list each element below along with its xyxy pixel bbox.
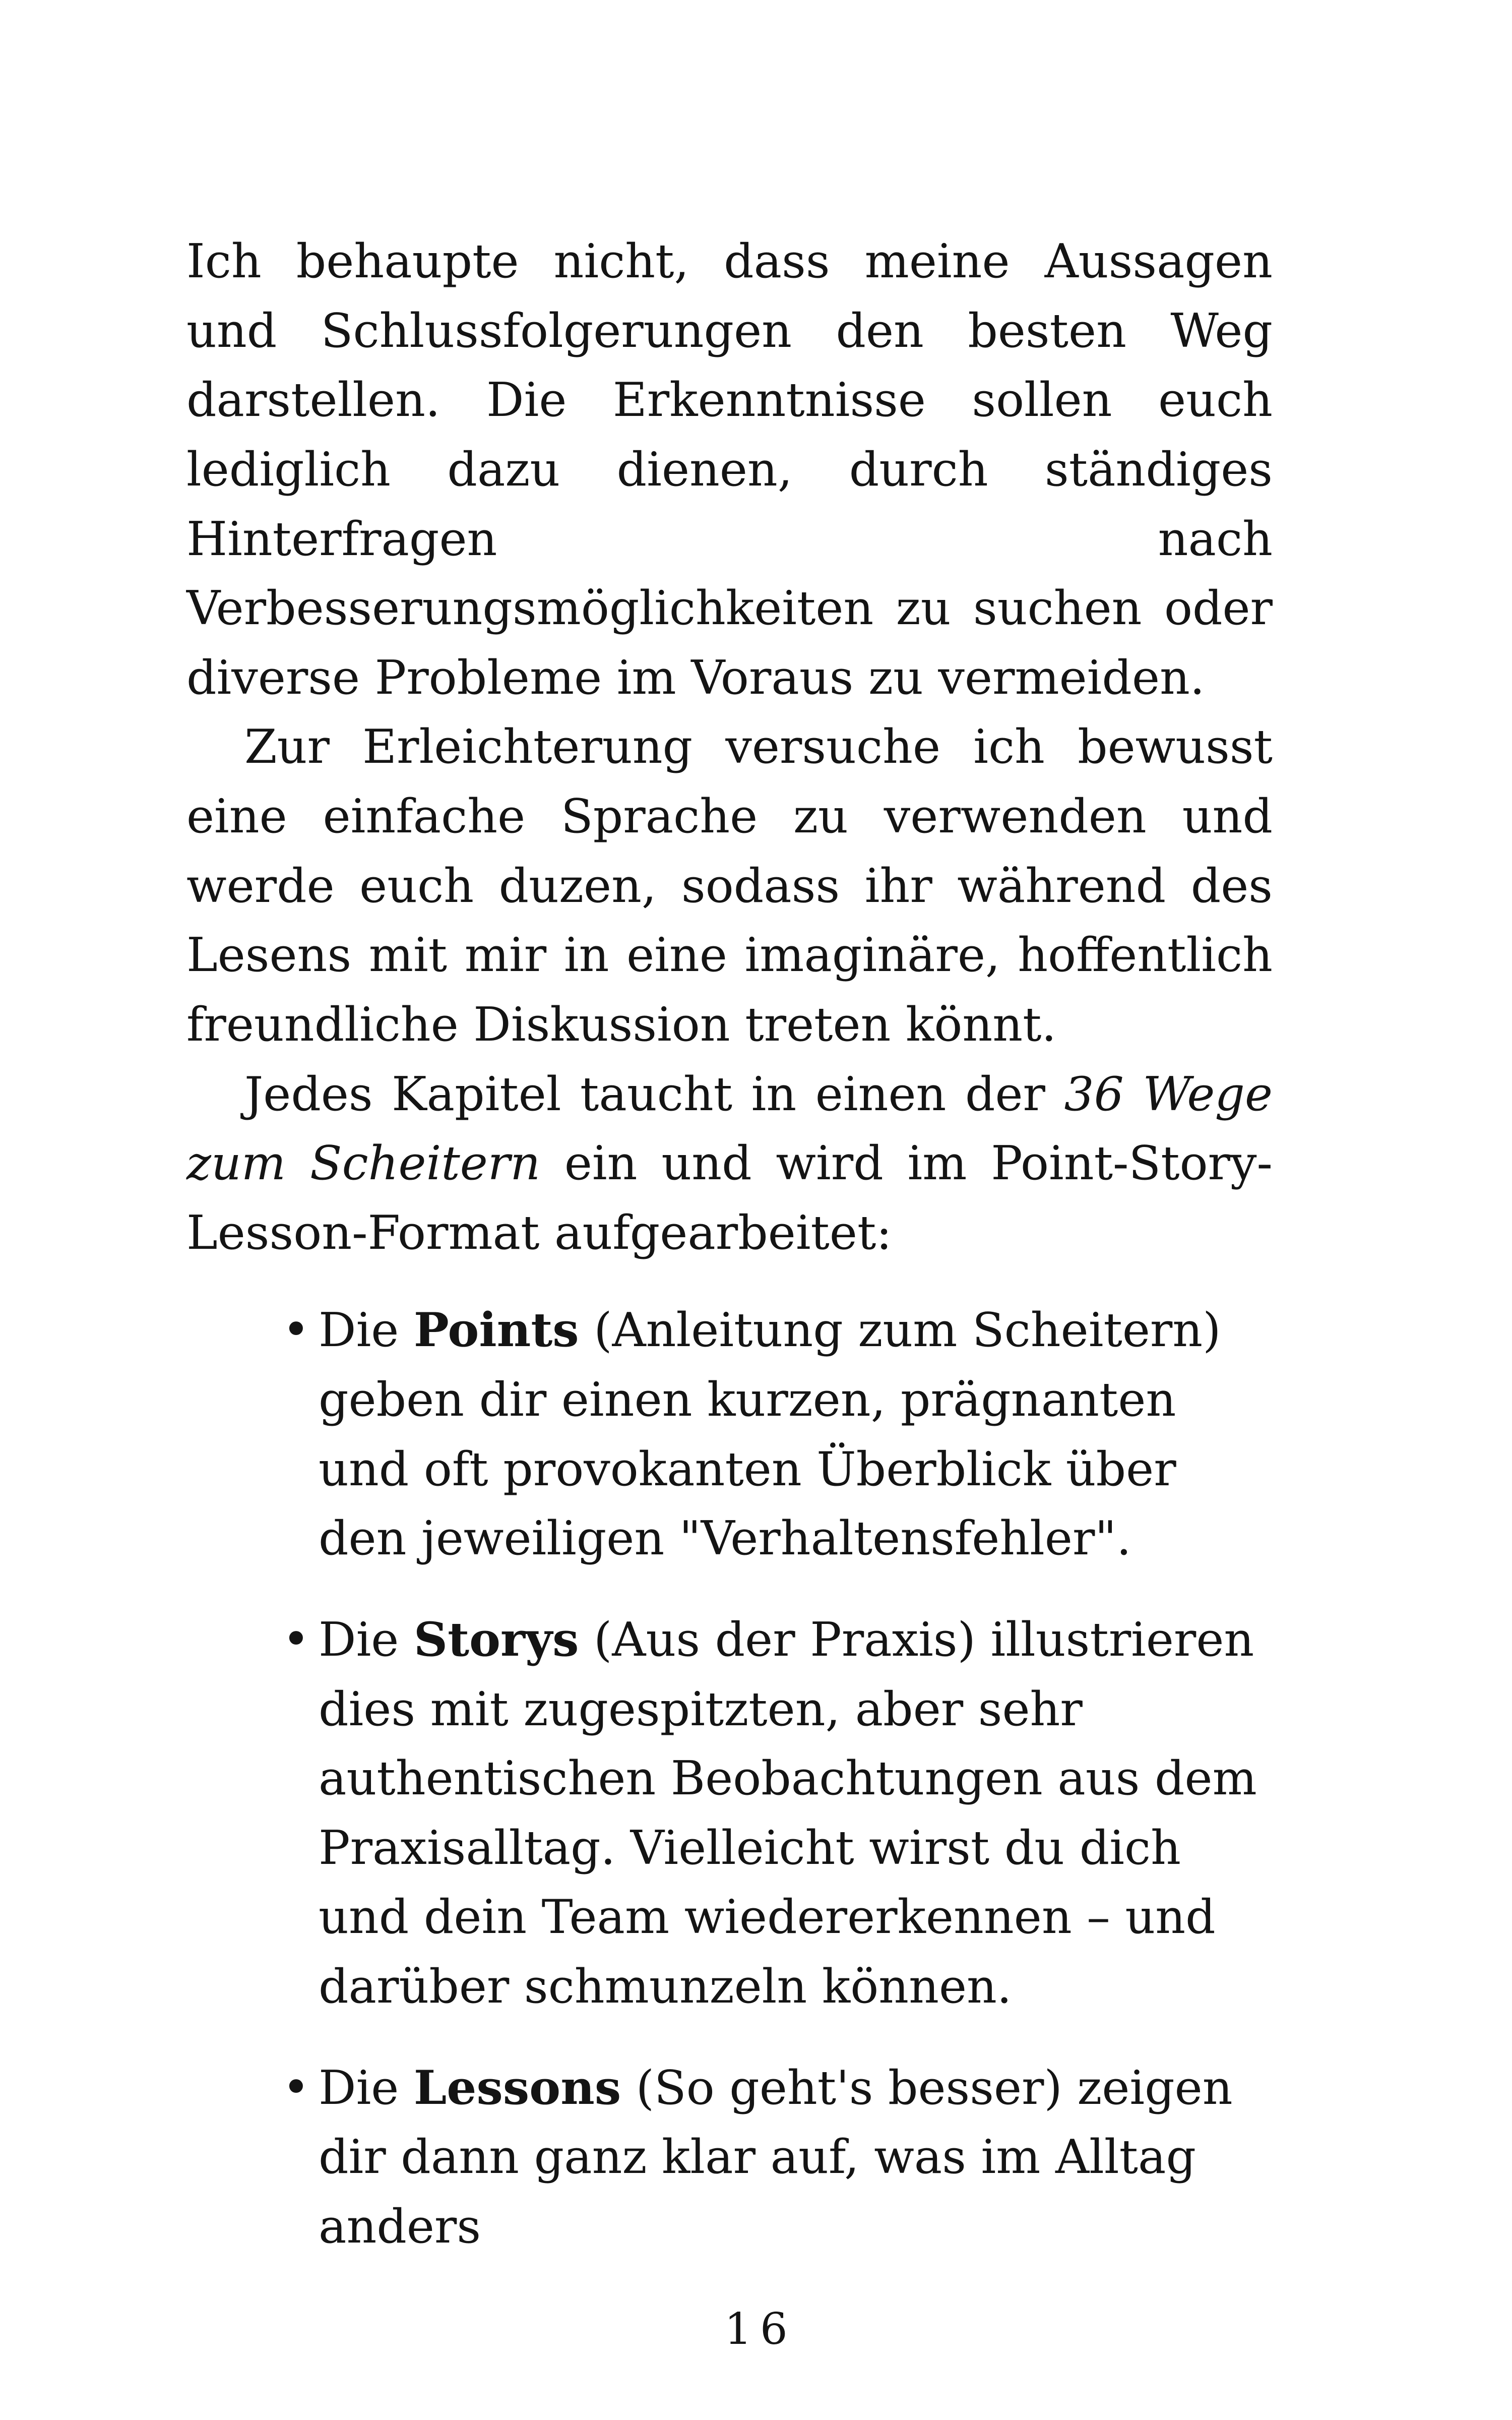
text-segment: (So geht's besser) zeigen dir dann ganz klar auf, was im Alltag anders bbox=[319, 2060, 1233, 2254]
paragraph bbox=[186, 227, 1273, 712]
bullet-icon: • bbox=[282, 1302, 310, 1357]
text-segment: Die bbox=[319, 1303, 414, 1358]
page-number: 16 bbox=[724, 2304, 796, 2354]
text-segment: Storys bbox=[413, 1611, 579, 1667]
text-segment: Jedes Kapitel taucht in einen der bbox=[244, 1066, 1064, 1121]
text-segment: Die bbox=[319, 1612, 414, 1667]
bullet-item bbox=[282, 2053, 1273, 2262]
paragraph bbox=[186, 712, 1273, 1059]
bullet-icon: • bbox=[282, 1611, 310, 1666]
text-segment: (Aus der Praxis) illustrieren dies mit zugespitzten, aber sehr authentischen Beobachtungen aus dem Praxisalltag. Vielleicht wirst du dich und dein Team wiedererkennen – und darüber schmunzeln können. bbox=[319, 1612, 1257, 2014]
bullet-icon: • bbox=[282, 2060, 310, 2114]
bullet-item bbox=[282, 1605, 1273, 2022]
text-segment: Points bbox=[413, 1302, 579, 1358]
text-segment: (Anleitung zum Scheitern) geben dir einen kurzen, prägnanten und oft provokanten Überblick über den jeweiligen "Verhaltensfehler". bbox=[319, 1303, 1221, 1566]
text-segment: Zur Erleichterung versuche ich bewusst eine einfache Sprache zu verwenden und werde euch duzen, sodass ihr während des Lesens mit mir in eine imaginäre, hoffentlich freundliche Diskussion treten könnt. bbox=[186, 719, 1273, 1052]
text-segment: Ich behaupte nicht, dass meine Aussagen und Schlussfolgerungen den besten Weg darstellen. Die Erkenntnisse sollen euch lediglich dazu dienen, durch ständiges Hinterfragen nach Verbesserungsmöglichkeiten zu suchen oder diverse Probleme im Voraus zu vermeiden. bbox=[186, 234, 1273, 705]
text-segment: 36 Wege zum Scheitern bbox=[186, 1066, 1273, 1191]
paragraph bbox=[186, 1060, 1273, 1268]
page-text bbox=[186, 227, 1273, 2293]
text-segment: Lessons bbox=[413, 2060, 621, 2115]
text-segment: ein und wird im Point-Story-Lesson-Format aufgearbeitet: bbox=[186, 1136, 1273, 1260]
bullet-item bbox=[282, 1295, 1273, 1574]
text-segment: Die bbox=[319, 2060, 414, 2115]
